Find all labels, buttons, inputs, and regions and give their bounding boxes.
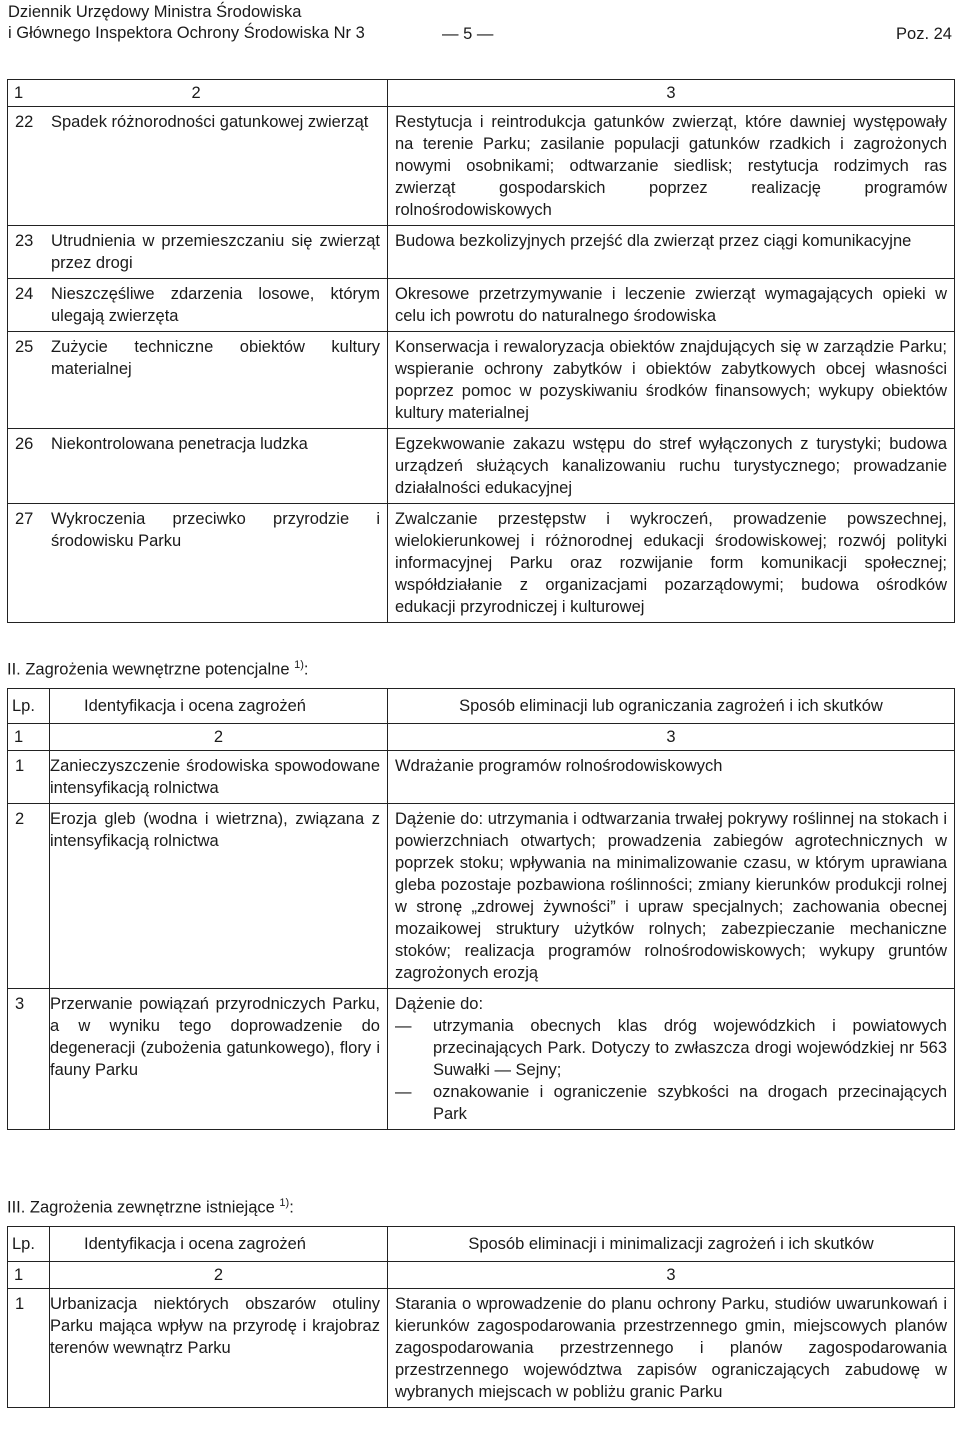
method-text: Wdrażanie programów rolnośrodowiskowych: [388, 751, 955, 804]
header-method: Sposób eliminacji i minimalizacji zagrożeń i ich skutków: [388, 1227, 955, 1262]
column-number: 1: [8, 1262, 50, 1289]
row-lp: 23: [15, 232, 34, 250]
table-row: [8, 429, 955, 504]
row-lp: 24: [15, 285, 34, 303]
column-numbers-row: [8, 1262, 955, 1289]
method-text: Konserwacja i rewaloryzacja obiektów znajdujących się w zarządzie Parku; wspieranie ochrony zabytków i obiektów zabytkowych obcej własności poprzez pomoc w pozyskiwaniu środków finansowych; wykupy obiektów kultury materialnej: [388, 332, 955, 429]
method-text: Zwalczanie przestępstw i wykroczeń, prowadzenie powszechnej, wielokierunkowej i różnorodnej edukacji środowiskowej; rozwój polityki informacyjnej Parku oraz rozwijanie form komunikacji społecznej; współdziałanie z organizacjami pozarządowymi; budowa ośrodków edukacji przyrodniczej i kulturowej: [388, 504, 955, 623]
section-2-title: II. Zagrożenia wewnętrzne potencjalne $^{1)}$:: [7, 659, 309, 679]
method-cell: [388, 989, 955, 1130]
table-row: [8, 332, 955, 429]
journal-title-line1: Dziennik Urzędowy Ministra Środowiska: [8, 3, 302, 21]
row-lp: 3: [8, 989, 50, 1130]
row-lp: 27: [15, 510, 34, 528]
column-number: 1: [8, 724, 50, 751]
row-lp: 1: [8, 1289, 50, 1408]
threat-text: Wykroczenia przeciwko przyrodzie i środowisku Parku: [51, 510, 380, 550]
header-identification: Identyfikacja i ocena zagrożeń: [50, 689, 388, 724]
header-identification: Identyfikacja i ocena zagrożeń: [50, 1227, 388, 1262]
table-row: [8, 751, 955, 804]
threat-text: Utrudnienia w przemieszczaniu się zwierząt przez drogi: [51, 232, 380, 272]
threat-text: Zużycie techniczne obiektów kultury materialnej: [51, 338, 380, 378]
method-text: Dążenie do: utrzymania i odtwarzania trwałej pokrywy roślinnej na stokach i powierzchniach otwartych; prowadzenia zabiegów agrotechnicznych w poprzek stoku; wpływania na minimalizowanie czasu, w którym uprawiana gleba pozostaje pozbawiona roślinności; zmiany kierunków produkcji rolnej w stronę „zdrowej żywności” i upraw specjalnych; zachowania obecnej mozaikowej struktury użytków rolnych; zabezpieczanie mechaniczne stoków; realizacja programów rolnośrodowiskowych; wykupy gruntów zagrożonych erozją: [388, 804, 955, 989]
threat-text: Niekontrolowana penetracja ludzka: [51, 435, 308, 453]
column-number: 1 2: [8, 80, 388, 107]
column-number: 2: [50, 724, 388, 751]
table-row: [8, 226, 955, 279]
threats-table-continued: [7, 79, 955, 623]
method-text: Starania o wprowadzenie do planu ochrony Parku, studiów uwarunkowań i kierunków zagospodarowania przestrzennego gmin, miejscowych planów zagospodarowania przestrzennego i planów zagospodarowania przestrzennego województwa zapisów ograniczających zabudowę w wybranych miejscach w pobliżu granic Parku: [388, 1289, 955, 1408]
header-lp: Lp.: [8, 689, 50, 724]
table-row: [8, 989, 955, 1130]
column-number: 3: [388, 1262, 955, 1289]
row-lp: 22: [15, 113, 34, 131]
header-lp: Lp.: [8, 1227, 50, 1262]
method-text: Restytucja i reintrodukcja gatunków zwierząt, które dawniej występowały na terenie Parku; zasilanie populacji gatunków rzadkich i zagrożonych nowymi osobnikami; odtwarzanie siedlisk; restytucja rodzimych ras zwierząt gospodarskich poprzez realizację programów rolnośrodowiskowych: [388, 107, 955, 226]
threat-text: Zanieczyszczenie środowiska spowodowane intensyfikacją rolnictwa: [50, 751, 388, 804]
column-numbers-row: [8, 724, 955, 751]
method-text: Egzekwowanie zakazu wstępu do stref wyłączonych z turystyki; budowa urządzeń służących kanalizowaniu ruchu turystycznego; prowadzanie działalności edukacyjnej: [388, 429, 955, 504]
method-list-item: — oznakowanie i ograniczenie szybkości na drogach przecinających Park: [395, 1081, 947, 1125]
column-numbers-row: [8, 80, 955, 107]
table-row: [8, 804, 955, 989]
column-number: 3: [388, 80, 955, 107]
header-method: Sposób eliminacji lub ograniczania zagrożeń i ich skutków: [388, 689, 955, 724]
table-row: [8, 107, 955, 226]
method-text: Budowa bezkolizyjnych przejść dla zwierząt przez ciągi komunikacyjne: [388, 226, 955, 279]
threat-text: Urbanizacja niektórych obszarów otuliny Parku mająca wpływ na przyrodę i krajobraz terenów wewnątrz Parku: [50, 1289, 388, 1408]
page-number: — 5 —: [442, 25, 494, 43]
column-number: 2: [50, 1262, 388, 1289]
table-row: [8, 1289, 955, 1408]
row-lp: 1: [8, 751, 50, 804]
row-lp: 25: [15, 338, 34, 356]
table-row: [8, 504, 955, 623]
footnote-marker: 1): [279, 1197, 290, 1209]
method-intro: Dążenie do:: [395, 995, 484, 1013]
footnote-marker: 1): [294, 659, 304, 671]
journal-title-line2: i Głównego Inspektora Ochrony Środowiska Nr 3: [8, 24, 365, 42]
external-threats-table: [7, 1226, 955, 1408]
method-text: Okresowe przetrzymywanie i leczenie zwierząt wymagających opieki w celu ich powrotu do naturalnego środowiska: [388, 279, 955, 332]
internal-threats-table: [7, 688, 955, 1130]
table-row: [8, 279, 955, 332]
threat-text: Spadek różnorodności gatunkowej zwierząt: [51, 113, 369, 131]
method-list-item: — utrzymania obecnych klas dróg wojewódzkich i powiatowych przecinających Park. Dotyczy to zwłaszcza drogi wojewódzkiej nr 563 Suwałki — Sejny;: [395, 1015, 947, 1081]
table-header-row: [8, 1227, 955, 1262]
threat-text: Erozja gleb (wodna i wietrzna), związana z intensyfikacją rolnictwa: [50, 804, 388, 989]
threat-text: Przerwanie powiązań przyrodniczych Parku, a w wyniku tego doprowadzenie do degeneracji (zubożenia gatunkowego), flory i fauny Parku: [50, 989, 388, 1130]
position-number: Poz. 24: [896, 25, 952, 43]
column-number: 3: [388, 724, 955, 751]
section-3-title: III. Zagrożenia zewnętrzne istniejące $^{1)}$:: [7, 1197, 294, 1217]
threat-text: Nieszczęśliwe zdarzenia losowe, którym ulegają zwierzęta: [51, 285, 380, 325]
table-header-row: [8, 689, 955, 724]
journal-title: [8, 2, 365, 44]
page-header: [8, 2, 952, 46]
row-lp: 2: [8, 804, 50, 989]
row-lp: 26: [15, 435, 34, 453]
